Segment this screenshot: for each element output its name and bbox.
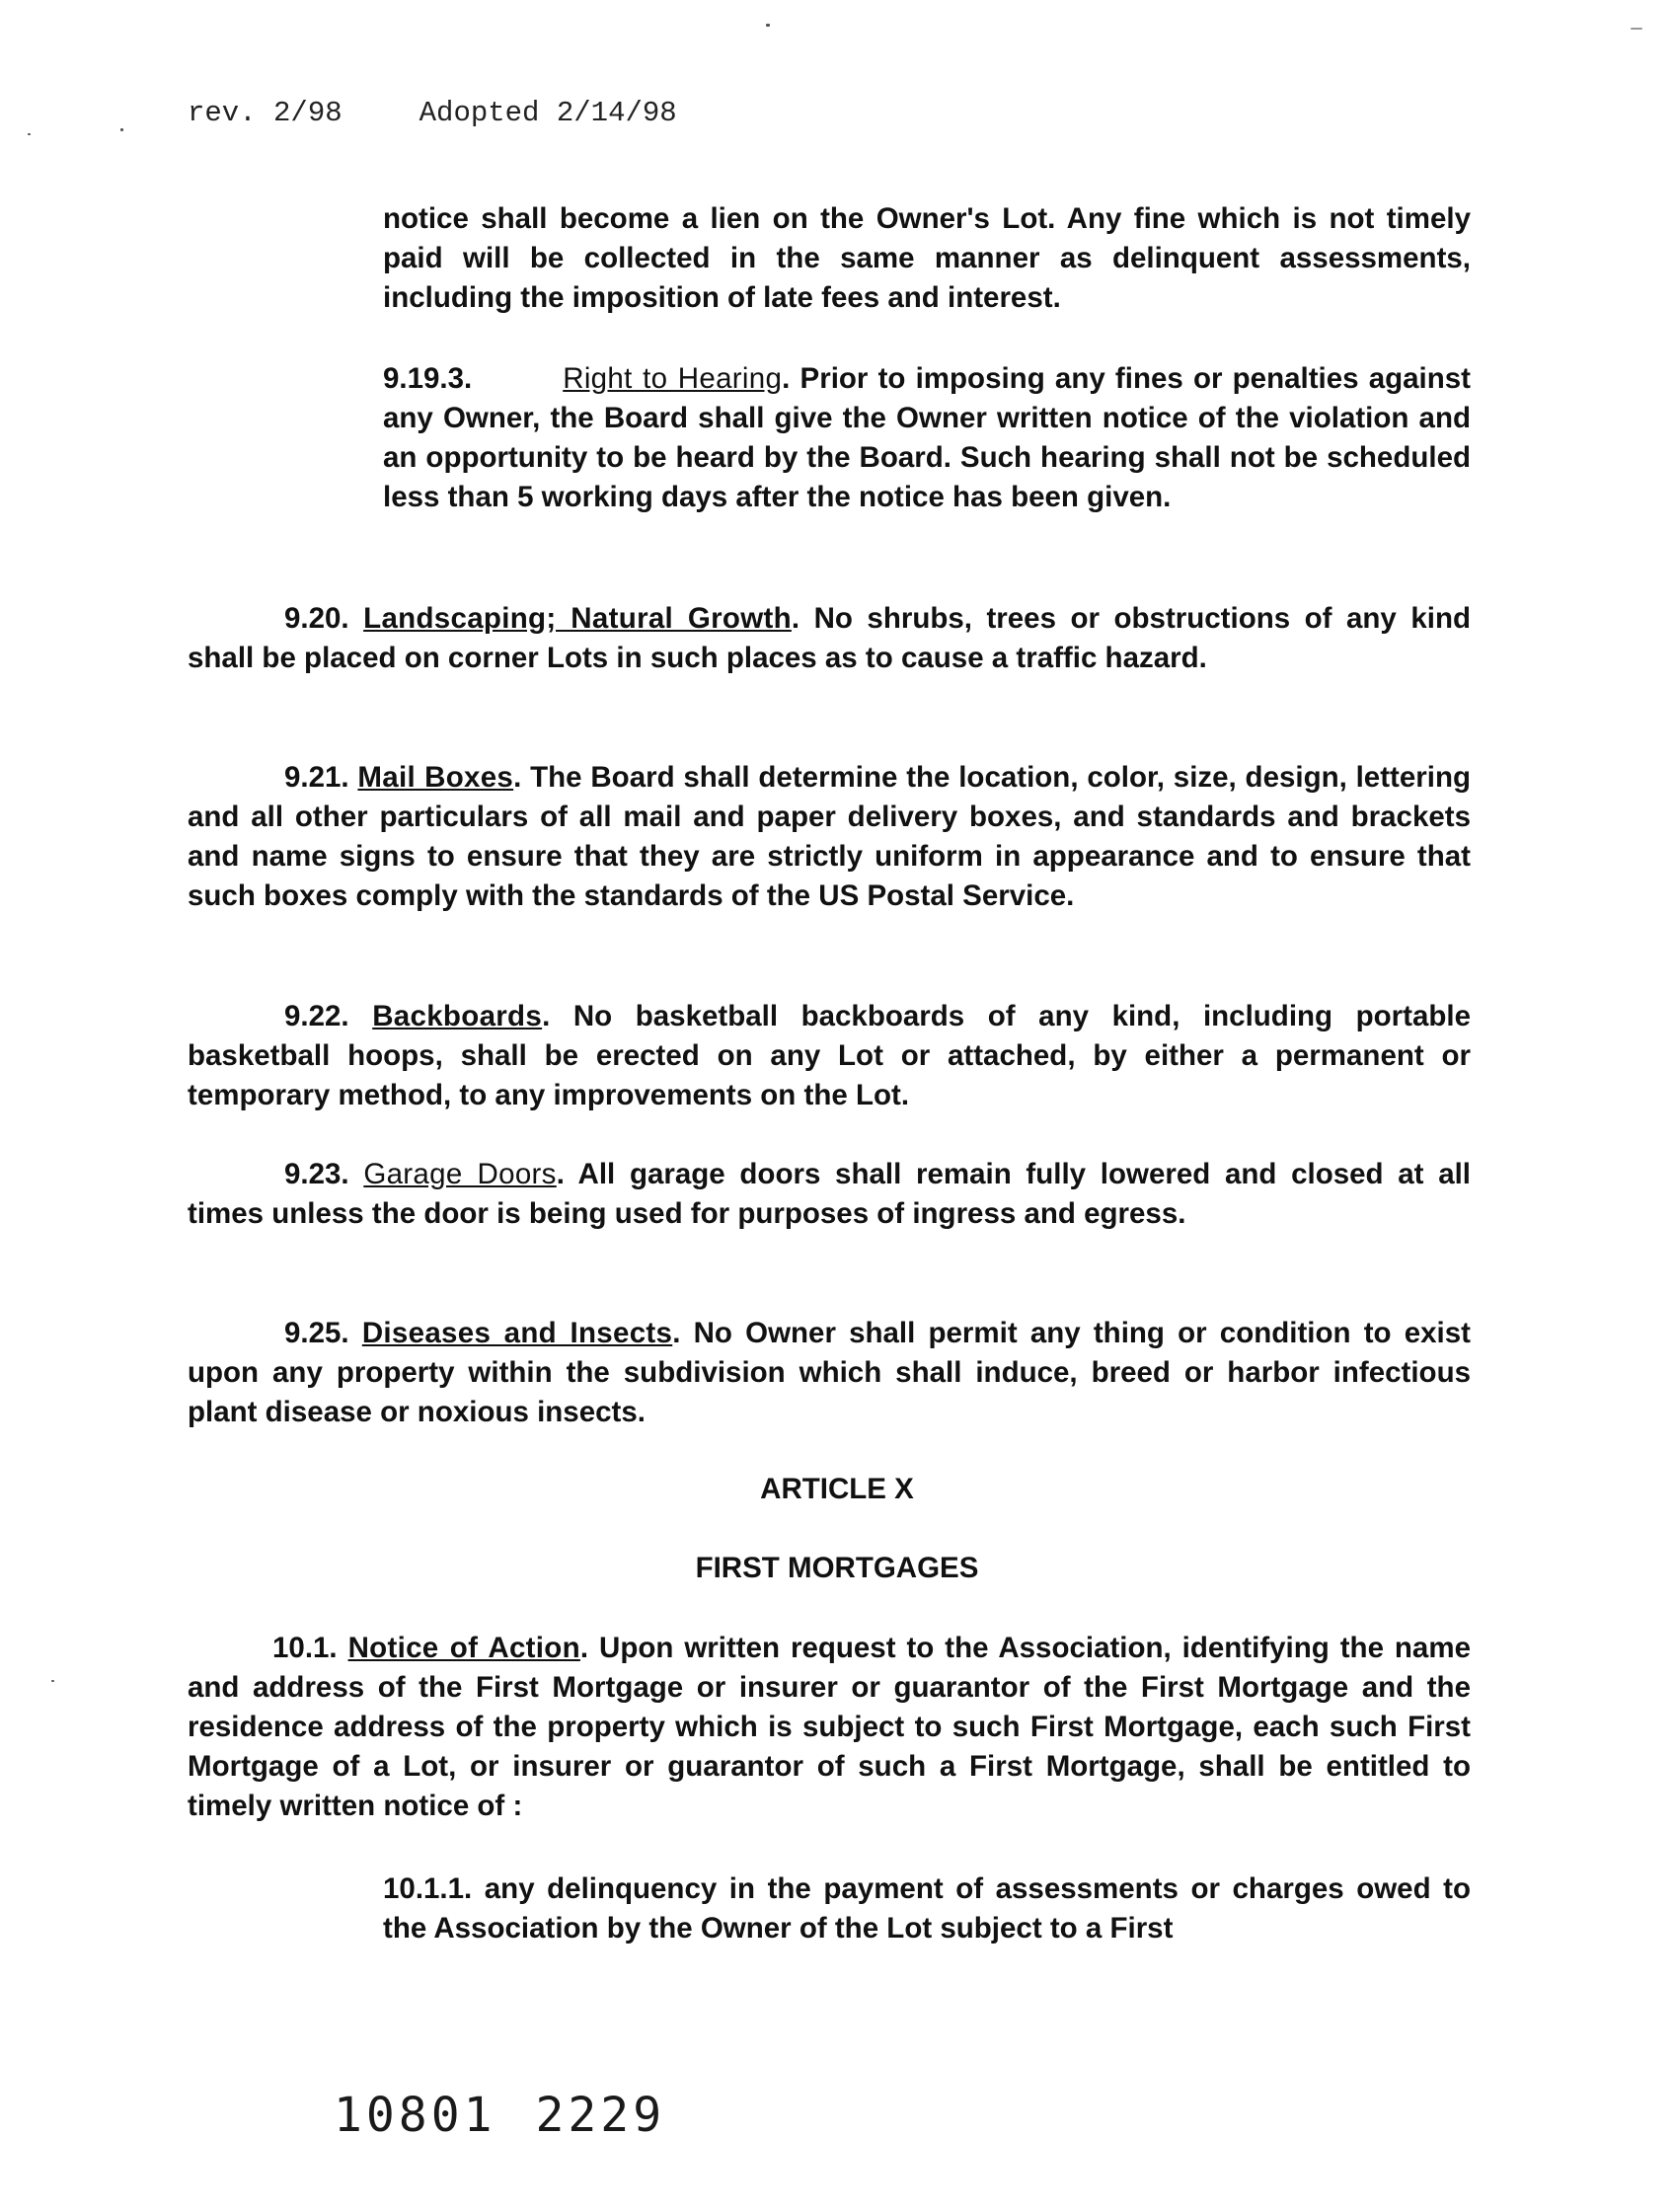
section-title: Garage Doors [363,1158,557,1190]
section-number: 10.1.1. [383,1872,473,1905]
section-number: 9.23. [284,1158,349,1190]
section-10-1 [188,1629,1471,1826]
section-body: . The Board shall determine the location, color, size, design, lettering and all other particulars of all mail and paper delivery boxes, and standards and brackets and name signs to ensure that they are strictly uniform in appearance and to ensure that such boxes comply with the standards of the US Postal Service. [188,761,1471,912]
section-body: . Upon written request to the Association, identifying the name and address of the First Mortgage or insurer or guarantor of the First Mortgage and the residence address of the property which is subject to such First Mortgage, each such First Mortgage of a Lot, or insurer or guarantor of such a First Mortgage, shall be entitled to timely written notice of : [188,1632,1471,1822]
scan-speck [766,24,770,27]
section-10-1-1 [383,1869,1471,1948]
section-body: any delinquency in the payment of assessments or charges owed to the Association by the Owner of the Lot subject to a First [383,1872,1471,1945]
section-title: Right to Hearing [563,362,783,395]
page-number: 2229 [535,2088,666,2143]
paragraph-text: notice shall become a lien on the Owner's Lot. Any fine which is not timely paid will be collected in the same manner as delinquent assessments, including the imposition of late fees and interest. [383,202,1471,314]
section-number: 9.20. [284,602,349,635]
section-9-19-3 [383,359,1471,517]
section-9-23 [188,1155,1471,1234]
revision-header [188,97,677,129]
recording-number [334,2088,665,2143]
section-number: 9.22. [284,1000,349,1032]
section-9-20 [188,599,1471,678]
section-title: Backboards [372,1000,543,1032]
revision-label: rev. 2/98 [188,97,342,129]
section-title: Notice of Action [347,1632,580,1664]
section-9-25 [188,1314,1471,1432]
section-9-22 [188,997,1471,1115]
article-title: FIRST MORTGAGES [695,1552,979,1584]
section-title: Mail Boxes [357,761,514,794]
section-9-21 [188,758,1471,916]
adopted-date: Adopted 2/14/98 [418,97,677,129]
section-number: 9.25. [284,1317,349,1349]
section-title: Landscaping; Natural Growth [363,602,792,635]
section-title: Diseases and Insects [361,1317,673,1349]
section-body: . Prior to imposing any fines or penalties against any Owner, the Board shall give the Owner written notice of the violation and an opportunity to be heard by the Board. Such hearing shall not be scheduled less than 5 working days after the notice has been given. [383,362,1471,513]
section-body: . No basketball backboards of any kind, including portable basketball hoops, shall be erected on any Lot or attached, by either a permanent or temporary method, to any improvements on the Lot. [188,1000,1472,1111]
paragraph-continuation [383,199,1471,318]
section-number: 9.19.3. [383,362,473,395]
section-number: 10.1. [272,1632,338,1664]
scan-speck [1631,28,1642,30]
scan-speck [28,133,31,135]
article-heading: ARTICLE X [760,1473,914,1505]
book-number: 10801 [334,2088,496,2143]
section-body: . All garage doors shall remain fully lowered and closed at all times unless the door is being used for purposes of ingress and egress. [188,1158,1472,1230]
section-body: . No shrubs, trees or obstructions of any kind shall be placed on corner Lots in such places as to cause a traffic hazard. [188,602,1471,674]
scan-speck [51,1680,54,1682]
scan-speck [120,128,123,131]
section-body: . No Owner shall permit any thing or condition to exist upon any property within the subdivision which shall induce, breed or harbor infectious plant disease or noxious insects. [188,1317,1471,1428]
section-number: 9.21. [284,761,349,794]
